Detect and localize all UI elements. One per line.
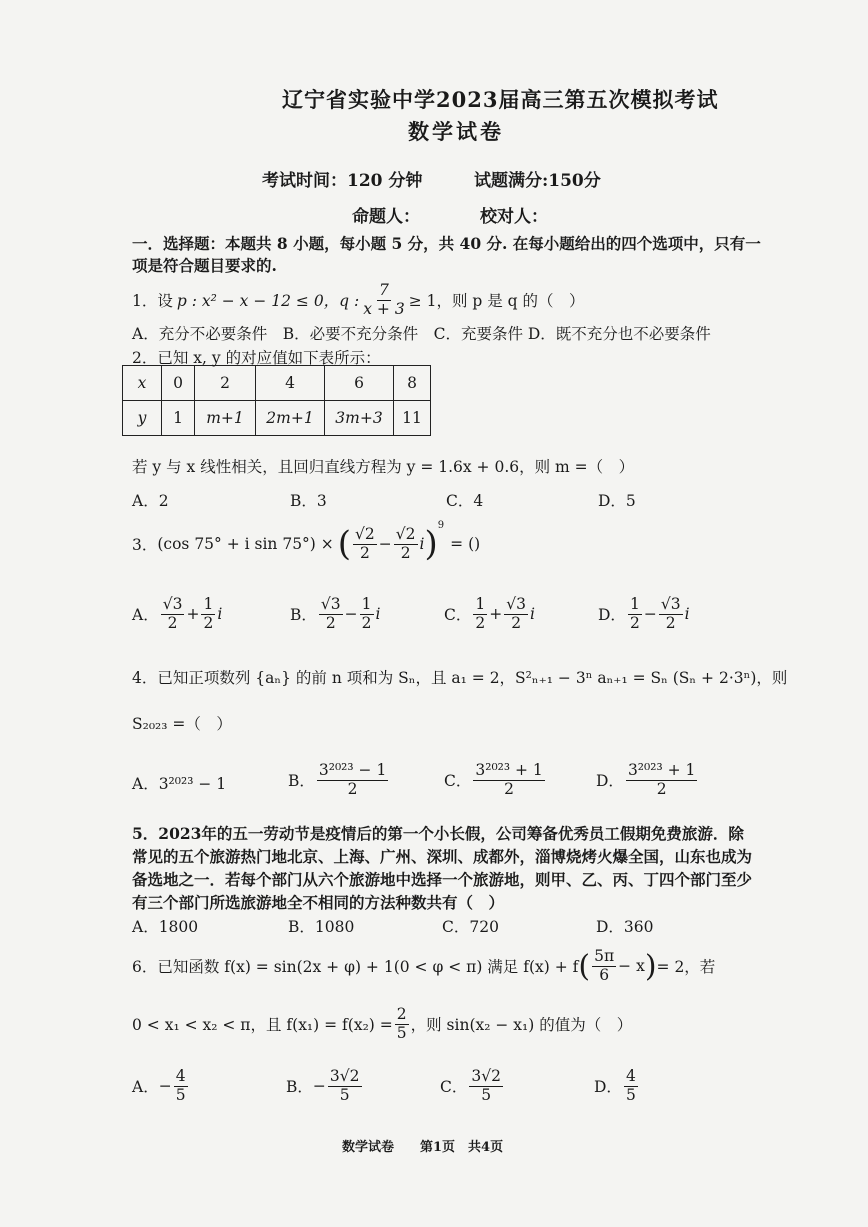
q5-option-c: C．720 <box>442 918 499 936</box>
q6-option-b <box>286 1068 364 1105</box>
q3-d-d1: 2 <box>629 613 640 632</box>
q3-b-op: − <box>344 605 358 624</box>
section1-heading-line1: 一．选择题：本题共 8 小题，每小题 5 分，共 40 分. 在每小题给出的四个选项中，只有一 <box>132 234 761 253</box>
table-cell: 0 <box>162 366 195 401</box>
q4-c-num: 3²⁰²³ + 1 <box>475 761 543 779</box>
q2-option-b: B．3 <box>290 492 327 510</box>
q3-left-paren: ( <box>337 524 352 564</box>
question-4-stem2: S₂₀₂₃ =（ ） <box>132 715 232 733</box>
q3-a-n2: 1 <box>203 595 214 613</box>
exam-author: 命题人： <box>352 207 420 227</box>
q3-d-op: − <box>643 605 657 624</box>
q6-a-label: A． <box>132 1078 159 1097</box>
q3-c-op: + <box>489 605 503 624</box>
q3-i: i <box>419 535 425 553</box>
q6-a-num: 4 <box>175 1067 186 1085</box>
q4-b-label: B． <box>288 772 315 791</box>
q3-c-i: i <box>530 605 535 624</box>
q6-a-den: 5 <box>175 1085 186 1104</box>
q6-left-paren: ( <box>578 948 591 984</box>
exam-full-score: 试题满分:150分 <box>474 171 601 191</box>
q6-c-label: C． <box>440 1078 468 1097</box>
q6-frac-num: 5π <box>594 947 615 965</box>
q3-c-d2: 2 <box>511 613 522 632</box>
q5-option-b: B．1080 <box>288 918 355 936</box>
q3-option-b <box>290 596 380 633</box>
q4-option-b <box>288 762 390 799</box>
q3-b-label: B． <box>290 606 317 625</box>
q6-option-d <box>594 1068 640 1105</box>
q3-d-d2: 2 <box>665 613 676 632</box>
table-row-y <box>123 401 431 436</box>
q4-option-d <box>596 762 699 799</box>
table-cell: 3m+3 <box>325 401 394 436</box>
table-cell: m+1 <box>195 401 256 436</box>
q4-b-den: 2 <box>347 779 358 798</box>
question-4-stem: 4．已知正项数列 {aₙ} 的前 n 项和为 Sₙ，且 a₁ = 2，S²ₙ₊₁ − 3ⁿ aₙ₊₁ = Sₙ (Sₙ + 2·3ⁿ)，则 <box>132 669 788 687</box>
q6-stem2b: ，则 sin(x₂ − x₁) 的值为（ ） <box>410 1016 633 1035</box>
q3-d-n2: √3 <box>660 595 681 613</box>
q3-frac-1-den: 2 <box>359 543 370 562</box>
exam-time: 考试时间：120 分钟 <box>262 171 423 191</box>
q4-c-label: C． <box>444 772 472 791</box>
table-cell: y <box>123 401 162 436</box>
q3-frac-2-den: 2 <box>400 543 411 562</box>
q3-prefix: 3． <box>132 536 158 554</box>
question-5-line4: 有三个部门所选旅游地全不相同的方法种数共有（ ） <box>132 893 505 912</box>
q3-frac-2-num: √2 <box>395 524 416 543</box>
q6-c-den: 5 <box>481 1085 492 1104</box>
q6-frac-2-5 <box>395 1006 409 1043</box>
q6-b-num: 3√2 <box>329 1067 360 1085</box>
q3-frac-1 <box>353 526 377 563</box>
q1-frac-num: 7 <box>379 281 389 299</box>
table-cell: x <box>123 366 162 401</box>
q3-c-n1: 1 <box>475 595 486 613</box>
q6-d-den: 5 <box>625 1085 636 1104</box>
q3-b-d1: 2 <box>325 613 336 632</box>
question-1-stem <box>132 282 585 319</box>
q6-stem1c: = 2，若 <box>656 958 716 977</box>
question-6-line2 <box>132 1006 632 1043</box>
q1-suffix: ≥ 1，则 p 是 q 的（ ） <box>408 292 585 311</box>
q6-a-sign: − <box>158 1077 172 1096</box>
q3-a-label: A． <box>132 606 159 625</box>
q3-exponent: 9 <box>437 520 445 531</box>
q1-fraction <box>361 282 406 319</box>
table-cell: 6 <box>325 366 394 401</box>
q3-b-i: i <box>375 605 381 624</box>
q3-frac-1-num: √2 <box>355 524 375 543</box>
q6-d-label: D． <box>594 1078 622 1097</box>
q6-frac2-num: 2 <box>396 1005 407 1023</box>
q3-a-i: i <box>217 605 223 624</box>
question-1-options: A．充分不必要条件 B．必要不充分条件 C．充要条件 D．既不充分也不必要条件 <box>132 325 711 343</box>
q3-d-label: D． <box>598 606 626 625</box>
table-cell: 1 <box>162 401 195 436</box>
question-2-follow: 若 y 与 x 线性相关，且回归直线方程为 y = 1.6x + 0.6，则 m =（ ） <box>132 458 635 476</box>
q6-right-paren: ) <box>644 948 657 984</box>
exam-title: 辽宁省实验中学2023届高三第五次模拟考试 <box>282 87 719 112</box>
q5-option-d: D．360 <box>596 918 654 936</box>
q6-stem1a: 6．已知函数 f(x) = sin(2x + φ) + 1(0 < φ < π) 满足 f(x) + f <box>132 958 579 977</box>
q4-b-num: 3²⁰²³ − 1 <box>318 761 387 779</box>
q4-d-num: 3²⁰²³ + 1 <box>627 761 696 779</box>
q3-c-d1: 2 <box>475 613 486 632</box>
q3-part1: (cos 75° + i sin 75°) × <box>157 535 334 553</box>
table-cell: 4 <box>256 366 325 401</box>
exam-checker: 校对人： <box>480 207 548 227</box>
q3-a-n1: √3 <box>162 595 183 613</box>
q3-d-i: i <box>684 605 690 624</box>
q4-d-label: D． <box>596 772 624 791</box>
q6-frac2-den: 5 <box>396 1023 407 1042</box>
q3-a-d2: 2 <box>203 613 214 632</box>
q2-option-a: A．2 <box>132 492 169 510</box>
q3-c-n2: √3 <box>506 595 526 613</box>
question-2-stem: 2．已知 x, y 的对应值如下表所示： <box>132 349 381 367</box>
q6-b-den: 5 <box>339 1085 350 1104</box>
q6-frac-5pi6 <box>592 948 616 985</box>
q6-d-num: 4 <box>625 1067 636 1085</box>
q6-frac-den: 6 <box>599 965 610 984</box>
q4-d-den: 2 <box>656 779 667 798</box>
q3-c-label: C． <box>444 606 472 625</box>
q3-b-n1: √3 <box>320 595 341 613</box>
q6-option-a <box>132 1068 190 1105</box>
q3-frac-2 <box>394 526 418 563</box>
q3-right-paren: ) <box>424 524 438 564</box>
q2-option-c: C．4 <box>446 492 484 510</box>
q6-option-c <box>440 1068 505 1105</box>
q6-c-num: 3√2 <box>471 1067 501 1085</box>
q6-stem2a: 0 < x₁ < x₂ < π，且 f(x₁) = f(x₂) = <box>132 1016 393 1035</box>
q3-option-c <box>444 596 535 633</box>
q1-prefix: 1．设 <box>132 292 173 311</box>
question-5-line2: 常见的五个旅游热门地北京、上海、广州、深圳、成都外，淄博烧烤火爆全国，山东也成为 <box>132 847 753 866</box>
q1-p-expr: p : x² − x − 12 ≤ 0，q : <box>176 292 360 311</box>
q6-b-sign: − <box>312 1077 326 1096</box>
page-footer: 数学试卷 第1页 共4页 <box>342 1140 504 1155</box>
table-cell: 2m+1 <box>256 401 325 436</box>
q3-minus: − <box>378 535 392 553</box>
q4-c-den: 2 <box>504 779 515 798</box>
question-6-line1 <box>132 948 715 985</box>
q3-b-d2: 2 <box>361 613 372 632</box>
table-cell: 8 <box>394 366 431 401</box>
exam-subtitle: 数学试卷 <box>408 119 504 144</box>
q2-option-d: D．5 <box>598 492 636 510</box>
q3-option-d <box>598 596 690 633</box>
q1-frac-den: x + 3 <box>363 299 405 318</box>
q3-a-d1: 2 <box>167 613 178 632</box>
q6-stem1b: − x <box>618 957 645 976</box>
q3-b-n2: 1 <box>361 595 372 613</box>
q5-option-a: A．1800 <box>132 918 199 936</box>
q4-option-c <box>444 762 547 799</box>
table-cell: 2 <box>195 366 256 401</box>
q3-option-a <box>132 596 222 633</box>
q4-option-a: A．3²⁰²³ − 1 <box>132 775 227 793</box>
table-cell: 11 <box>394 401 431 436</box>
q3-a-op: + <box>186 605 200 624</box>
value-table <box>122 365 431 436</box>
q6-b-label: B． <box>286 1078 313 1097</box>
q3-d-n1: 1 <box>629 595 640 613</box>
table-row-x <box>123 366 431 401</box>
question-5-line1: 5．2023年的五一劳动节是疫情后的第一个小长假，公司筹备优秀员工假期免费旅游．除 <box>132 824 744 843</box>
question-5-line3: 备选地之一．若每个部门从六个旅游地中选择一个旅游地，则甲、乙、丙、丁四个部门至少 <box>132 870 753 889</box>
section1-heading-line2: 项是符合题目要求的. <box>132 256 277 275</box>
q3-part2: = () <box>450 535 481 553</box>
question-3-stem <box>132 520 481 564</box>
